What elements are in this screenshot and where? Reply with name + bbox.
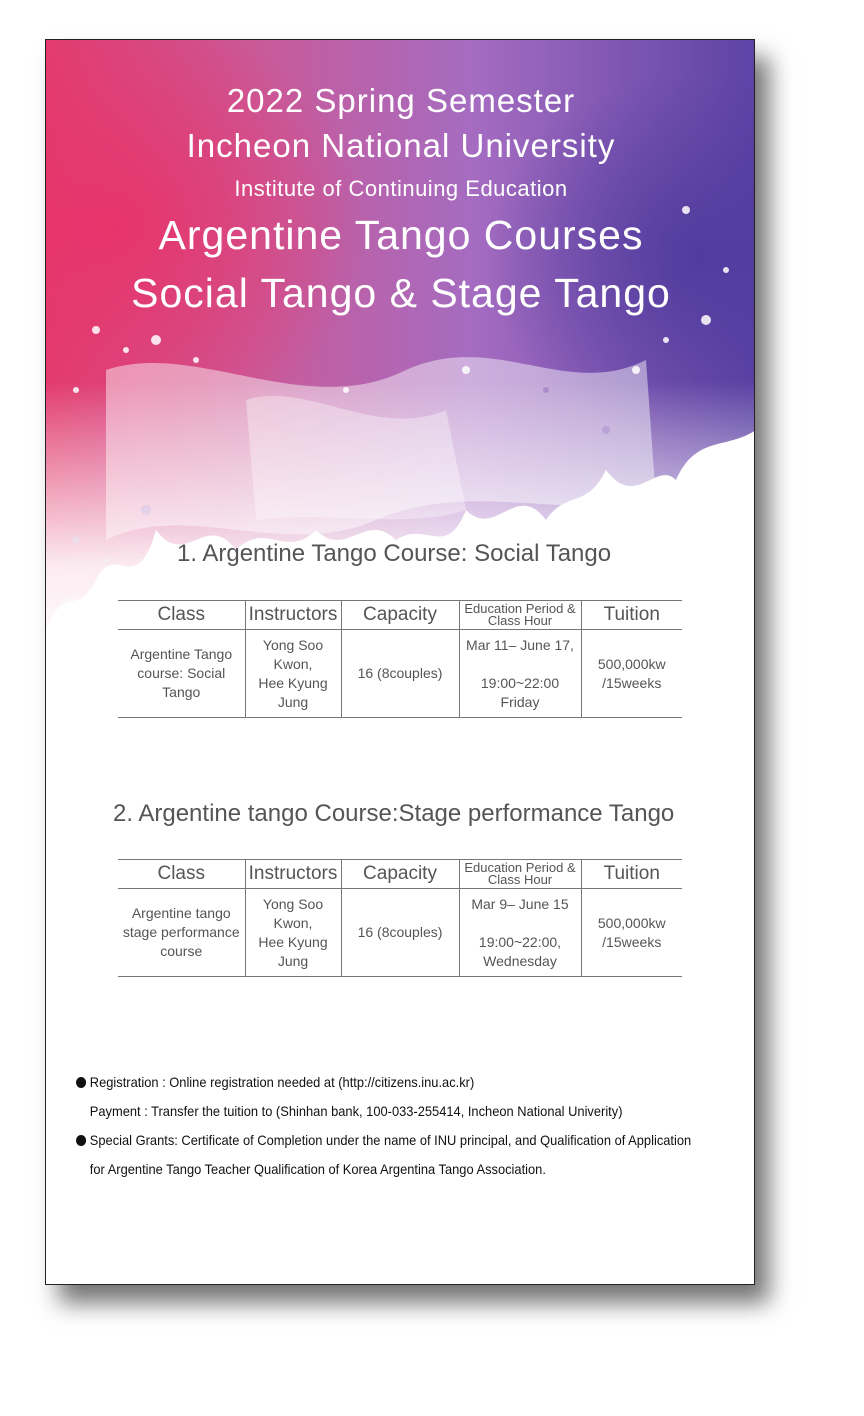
cell-class: Argentine tango stage performance course (118, 889, 245, 977)
payment-note: Payment : Transfer the tuition to (Shinhan bank, 100-033-255414, Incheon National Univerity) (89, 1103, 623, 1119)
col-capacity: Capacity (341, 601, 459, 630)
col-period: Education Period & Class Hour (459, 601, 581, 630)
poster (45, 39, 755, 1285)
course-subtitle: Social Tango & Stage Tango (131, 270, 671, 316)
col-tuition: Tuition (581, 601, 682, 630)
registration-note: Registration : Online registration needed at (http://citizens.inu.ac.kr) (76, 1074, 474, 1090)
col-tuition: Tuition (581, 860, 682, 889)
cell-capacity: 16 (8couples) (341, 889, 459, 977)
grants-note: Special Grants: Certificate of Completion under the name of INU principal, and Qualification of Application (76, 1132, 691, 1148)
section1-table (118, 600, 682, 718)
table-header-row (118, 601, 682, 630)
section1-title: 1. Argentine Tango Course: Social Tango (177, 540, 612, 567)
cell-tuition: 500,000kw /15weeks (581, 630, 682, 718)
cell-instructors: Yong Soo Kwon, Hee Kyung Jung (245, 889, 341, 977)
course-title: Argentine Tango Courses (158, 212, 644, 258)
section2-title: 2. Argentine tango Course:Stage performance Tango (113, 800, 675, 827)
table-header-row (118, 860, 682, 889)
col-period: Education Period & Class Hour (459, 860, 581, 889)
cell-period: Mar 9– June 15 19:00~22:00, Wednesday (459, 889, 581, 977)
table-row (118, 630, 682, 718)
cell-period: Mar 11– June 17, 19:00~22:00 Friday (459, 630, 581, 718)
section2-table (118, 859, 682, 977)
cell-capacity: 16 (8couples) (341, 630, 459, 718)
institute-heading: Institute of Continuing Education (234, 176, 568, 201)
semester-heading: 2022 Spring Semester (226, 82, 576, 119)
university-heading: Incheon National University (186, 127, 616, 164)
table-row (118, 889, 682, 977)
cell-tuition: 500,000kw /15weeks (581, 889, 682, 977)
col-capacity: Capacity (341, 860, 459, 889)
col-instructors: Instructors (245, 601, 341, 630)
bullet-icon (76, 1135, 86, 1146)
cell-class: Argentine Tango course: Social Tango (118, 630, 245, 718)
col-instructors: Instructors (245, 860, 341, 889)
cell-instructors: Yong Soo Kwon, Hee Kyung Jung (245, 630, 341, 718)
col-class: Class (118, 860, 245, 889)
col-class: Class (118, 601, 245, 630)
grants-note-continued: for Argentine Tango Teacher Qualification of Korea Argentina Tango Association. (89, 1161, 546, 1177)
bullet-icon (76, 1077, 86, 1088)
